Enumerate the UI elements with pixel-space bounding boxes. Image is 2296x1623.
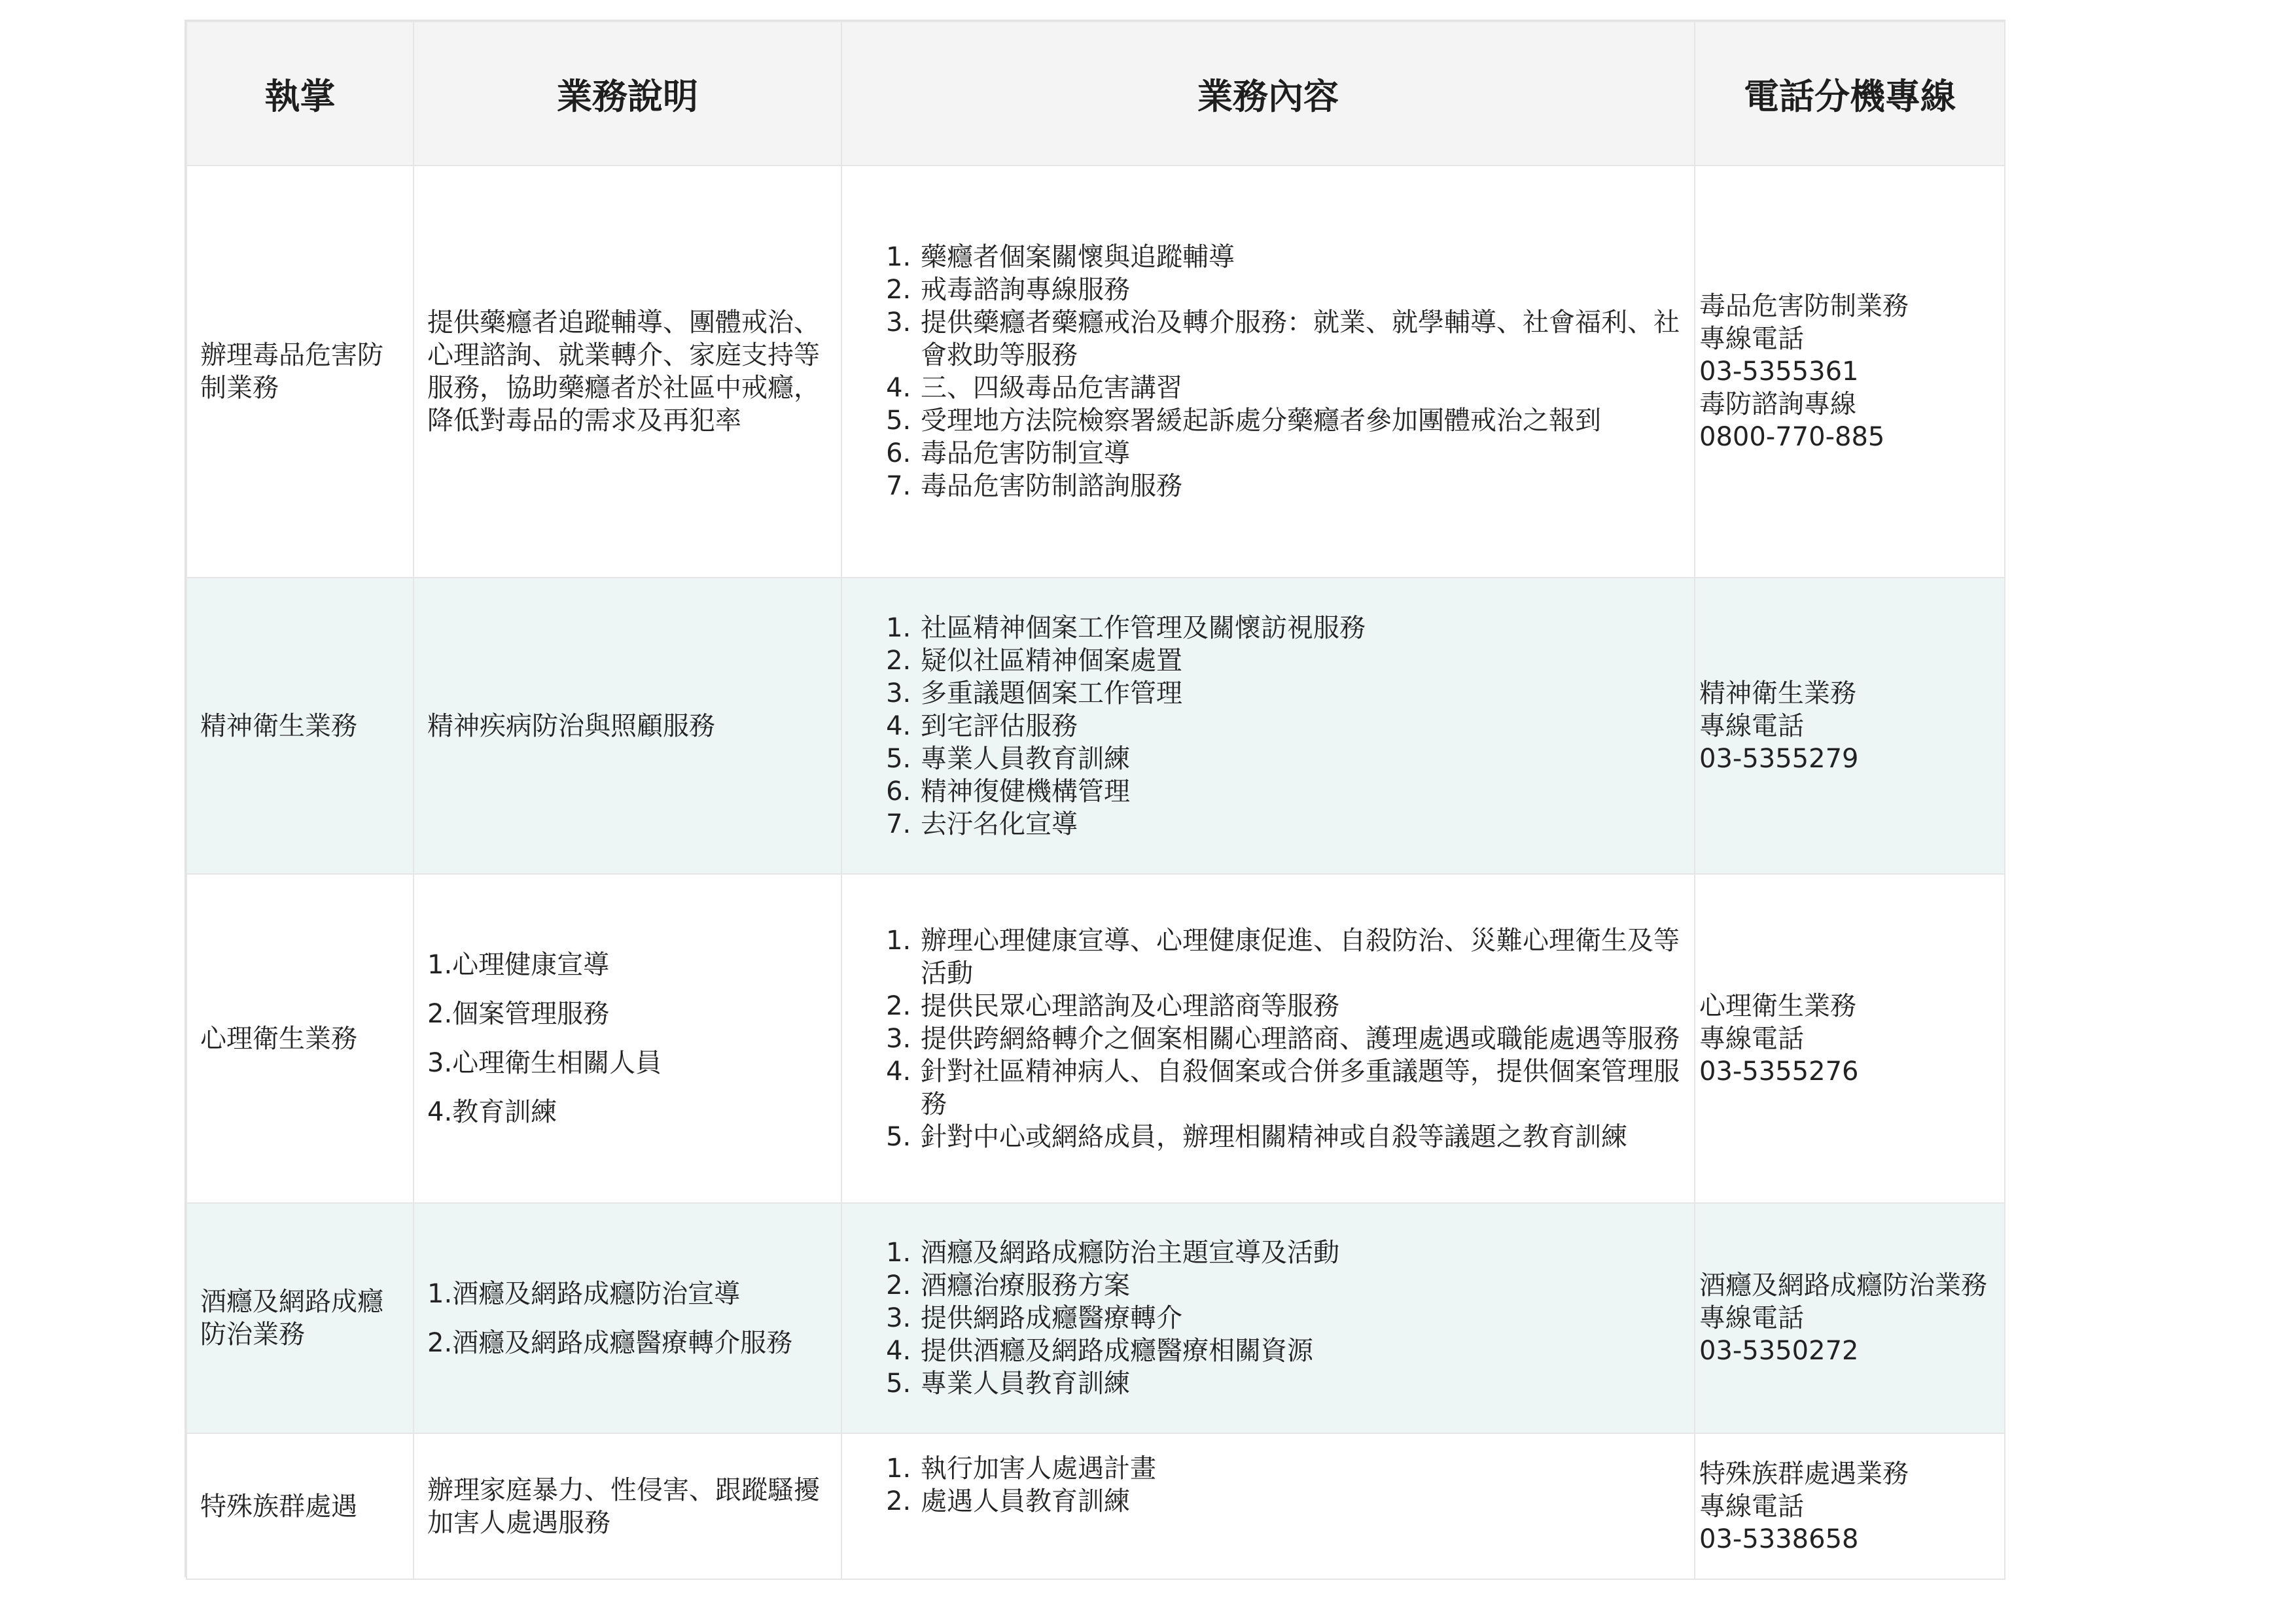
description-item-text: 個案管理服務 <box>452 999 610 1029</box>
content-list <box>877 241 1686 502</box>
phone-cell <box>1695 1203 2005 1433</box>
content-item: 2. 處遇人員教育訓練 <box>919 1485 1686 1518</box>
content-item: 1. 藥癮者個案關懷與追蹤輔導 <box>919 241 1686 273</box>
content-item: 6. 毒品危害防制宣導 <box>919 437 1686 470</box>
description-item <box>427 1047 828 1079</box>
phone-cell <box>1695 166 2005 578</box>
role-cell: 酒癮及網路成癮防治業務 <box>186 1203 414 1433</box>
table-row <box>186 578 2005 874</box>
role-cell: 特殊族群處遇 <box>186 1433 414 1579</box>
table-row <box>186 166 2005 578</box>
content-item: 2. 酒癮治療服務方案 <box>919 1269 1686 1302</box>
phone-service-label: 酒癮及網路成癮防治業務 <box>1699 1270 1987 1300</box>
content-item: 1. 辦理心理健康宣導、心理健康促進、自殺防治、災難心理衛生及等活動 <box>919 924 1686 990</box>
phone-line-label: 專線電話 <box>1699 1491 1804 1522</box>
phone-service-label: 精神衛生業務 <box>1699 678 1856 708</box>
phone-number: 03-5350272 <box>1699 1336 1859 1366</box>
role-cell: 心理衛生業務 <box>186 874 414 1203</box>
hotline-label: 毒防諮詢專線 <box>1699 389 1856 419</box>
phone-service-label: 毒品危害防制業務 <box>1699 291 1909 321</box>
content-item: 1. 酒癮及網路成癮防治主題宣導及活動 <box>919 1236 1686 1269</box>
description-list <box>427 1278 828 1359</box>
description-item-number: 2. <box>427 1327 453 1358</box>
content-item: 2. 疑似社區精神個案處置 <box>919 644 1686 677</box>
content-item: 1. 社區精神個案工作管理及關懷訪視服務 <box>919 612 1686 644</box>
phone-number: 03-5338658 <box>1699 1524 1859 1554</box>
description-cell: 辦理家庭暴力、性侵害、跟蹤騷擾加害人處遇服務 <box>414 1433 841 1579</box>
content-item: 2. 提供民眾心理諮詢及心理諮商等服務 <box>919 990 1686 1022</box>
content-cell <box>841 1433 1695 1579</box>
service-table <box>186 21 2005 1580</box>
content-item: 5. 受理地方法院檢察署緩起訴處分藥癮者參加團體戒治之報到 <box>919 404 1686 437</box>
description-item <box>427 949 828 981</box>
phone-number: 03-5355279 <box>1699 743 1859 774</box>
content-item: 3. 提供跨網絡轉介之個案相關心理諮商、護理處遇或職能處遇等服務 <box>919 1022 1686 1055</box>
description-cell: 提供藥癮者追蹤輔導、團體戒治、心理諮詢、就業轉介、家庭支持等服務，協助藥癮者於社區中戒癮，降低對毒品的需求及再犯率 <box>414 166 841 578</box>
phone-line-label: 專線電話 <box>1699 710 1804 741</box>
content-item: 5. 針對中心或網絡成員，辦理相關精神或自殺等議題之教育訓練 <box>919 1121 1686 1153</box>
header-phone: 電話分機專線 <box>1695 22 2005 166</box>
header-role: 執掌 <box>186 22 414 166</box>
description-list <box>427 949 828 1128</box>
description-item-number: 3. <box>427 1048 453 1078</box>
table-row <box>186 1203 2005 1433</box>
role-cell: 辦理毒品危害防制業務 <box>186 166 414 578</box>
content-item: 7. 去汙名化宣導 <box>919 808 1686 841</box>
content-item: 5. 專業人員教育訓練 <box>919 1367 1686 1400</box>
description-cell <box>414 874 841 1203</box>
content-cell <box>841 874 1695 1203</box>
description-item-text: 心理衛生相關人員 <box>452 1048 662 1078</box>
content-item: 3. 提供藥癮者藥癮戒治及轉介服務：就業、就學輔導、社會福利、社會救助等服務 <box>919 306 1686 372</box>
description-item-text: 酒癮及網路成癮醫療轉介服務 <box>452 1327 793 1358</box>
description-item-text: 心理健康宣導 <box>452 950 610 980</box>
description-item-text: 酒癮及網路成癮防治宣導 <box>452 1278 741 1309</box>
description-item-text: 教育訓練 <box>452 1097 557 1127</box>
phone-line-label: 專線電話 <box>1699 1023 1804 1054</box>
content-item: 3. 提供網路成癮醫療轉介 <box>919 1302 1686 1335</box>
description-cell <box>414 1203 841 1433</box>
content-item: 4. 三、四級毒品危害講習 <box>919 372 1686 404</box>
content-cell <box>841 1203 1695 1433</box>
table-row <box>186 1433 2005 1579</box>
phone-number: 03-5355276 <box>1699 1056 1859 1087</box>
content-item: 4. 針對社區精神病人、自殺個案或合併多重議題等，提供個案管理服務 <box>919 1055 1686 1121</box>
content-item: 4. 提供酒癮及網路成癮醫療相關資源 <box>919 1335 1686 1367</box>
content-item: 2. 戒毒諮詢專線服務 <box>919 273 1686 306</box>
role-cell: 精神衛生業務 <box>186 578 414 874</box>
content-cell <box>841 578 1695 874</box>
phone-cell <box>1695 578 2005 874</box>
header-content: 業務內容 <box>841 22 1695 166</box>
content-item: 6. 精神復健機構管理 <box>919 775 1686 808</box>
content-item: 5. 專業人員教育訓練 <box>919 742 1686 775</box>
content-item: 7. 毒品危害防制諮詢服務 <box>919 470 1686 502</box>
content-item: 3. 多重議題個案工作管理 <box>919 677 1686 710</box>
table-row <box>186 874 2005 1203</box>
description-item <box>427 1278 828 1310</box>
phone-line-label: 專線電話 <box>1699 1303 1804 1333</box>
content-item: 1. 執行加害人處遇計畫 <box>919 1452 1686 1485</box>
description-item-number: 1. <box>427 950 453 980</box>
phone-line-label: 專線電話 <box>1699 324 1804 354</box>
content-list <box>877 924 1686 1153</box>
content-item: 4. 到宅評估服務 <box>919 710 1686 742</box>
hotline-number: 0800-770-885 <box>1699 422 1885 452</box>
service-table-container <box>185 20 2005 1577</box>
phone-number: 03-5355361 <box>1699 357 1859 387</box>
content-cell <box>841 166 1695 578</box>
phone-cell <box>1695 1433 2005 1579</box>
description-item <box>427 998 828 1030</box>
description-item-number: 4. <box>427 1097 453 1127</box>
content-list <box>877 1236 1686 1400</box>
description-cell: 精神疾病防治與照顧服務 <box>414 578 841 874</box>
header-description: 業務說明 <box>414 22 841 166</box>
description-item-number: 2. <box>427 999 453 1029</box>
phone-service-label: 心理衛生業務 <box>1699 990 1856 1021</box>
phone-cell <box>1695 874 2005 1203</box>
content-list <box>877 612 1686 841</box>
description-item <box>427 1327 828 1359</box>
description-item <box>427 1096 828 1128</box>
description-item-number: 1. <box>427 1278 453 1309</box>
content-list <box>877 1452 1686 1518</box>
table-header-row <box>186 22 2005 166</box>
phone-service-label: 特殊族群處遇業務 <box>1699 1458 1909 1489</box>
